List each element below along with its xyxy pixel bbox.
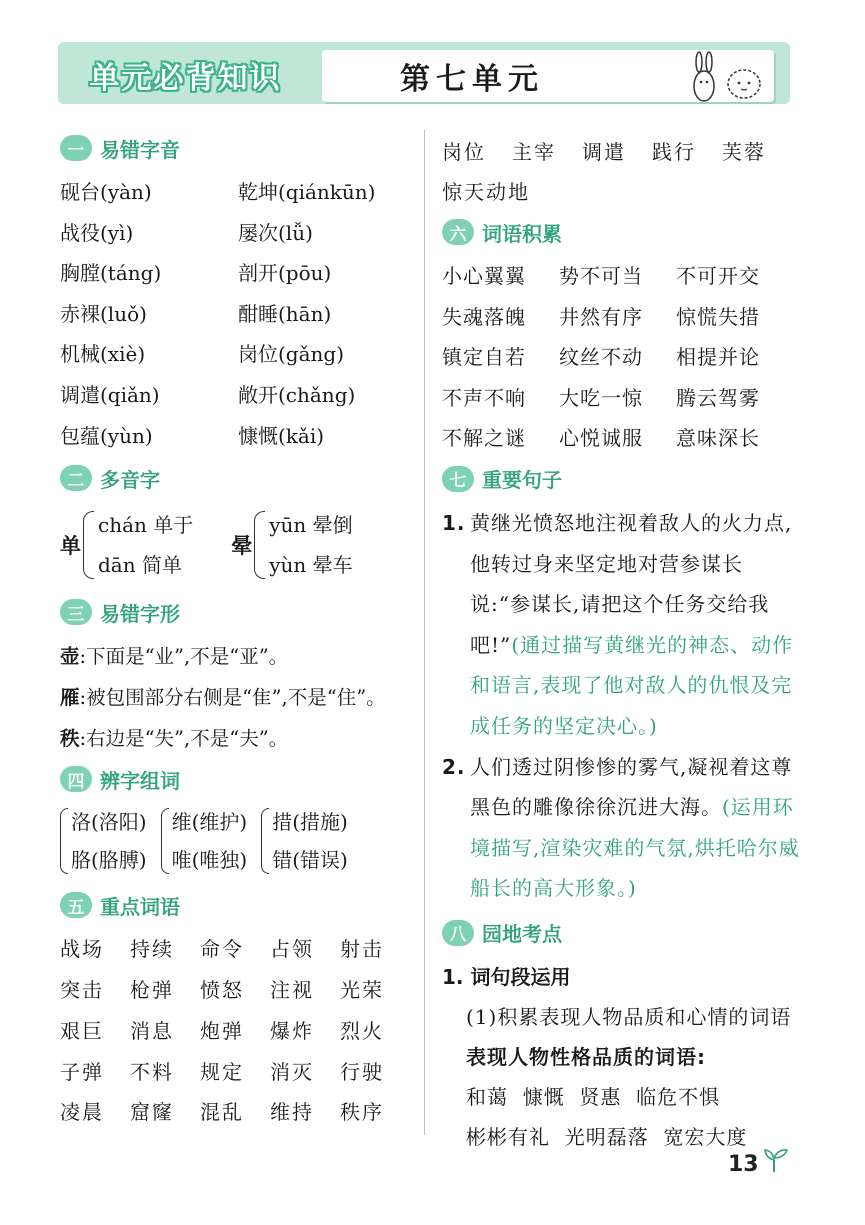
polyphone-line: dān 简单: [98, 553, 182, 578]
key-word: 混乱: [200, 1100, 244, 1125]
key-word: 行驶: [340, 1059, 384, 1084]
sentence-text: 黄继光愤怒地注视着敌人的火力点,他转过身来坚定地对营参谋长说:“参谋长,请把这个任务交给我吧!”: [470, 510, 793, 657]
pinyin-item: 岗位(gǎng): [238, 342, 345, 367]
pinyin-item: 酣睡(hān): [238, 301, 332, 326]
key-word: 岗位: [442, 140, 486, 164]
section-badge: 八: [442, 920, 474, 946]
bianzi-word: 错(错误): [272, 848, 348, 873]
idiom: 纹丝不动: [559, 345, 643, 370]
shape-char: 壶: [60, 645, 80, 669]
key-word: 惊天动地: [442, 180, 530, 204]
section-title: 易错字形: [100, 601, 180, 626]
brace-icon: [60, 808, 68, 874]
key-word: 艰巨: [60, 1018, 104, 1043]
polyphone-char: 晕: [231, 534, 253, 559]
bianzi-group: [161, 803, 248, 879]
polyphone-line: yūn 晕倒: [269, 513, 353, 538]
idiom: 不可开交: [676, 264, 760, 288]
column-divider: [424, 130, 425, 1135]
key-word: 注视: [270, 977, 314, 1002]
bianzi-lines: [272, 803, 348, 879]
key-word: 窟窿: [130, 1100, 174, 1125]
idiom: 失魂落魄: [442, 304, 526, 329]
key-word: 射击: [340, 937, 384, 962]
polyphone-block: [60, 502, 410, 588]
polyphone-line: yùn 晕车: [269, 553, 353, 578]
key-word: 持续: [130, 937, 174, 962]
sentence-item: [442, 503, 802, 747]
exam-heading: 1. 词句段运用: [442, 964, 571, 989]
idiom: 大吃一惊: [559, 385, 643, 410]
pinyin-item: 乾坤(qiánkūn): [238, 180, 376, 204]
shape-item: [60, 718, 410, 759]
key-word: 突击: [60, 977, 104, 1002]
exam-word-row: 和蔼 慷慨 贤惠 临危不惧: [466, 1084, 721, 1109]
key-word: 凌晨: [60, 1100, 104, 1125]
section-heading: [60, 462, 410, 494]
right-column: [442, 132, 802, 1157]
section-badge: 二: [60, 465, 92, 491]
shape-text: :被包围部分右侧是“隹”,不是“住”。: [79, 686, 386, 710]
polyphone-lines: [98, 505, 193, 585]
pinyin-list: [60, 172, 410, 456]
key-word: 愤怒: [200, 977, 244, 1002]
sentence-note: (运用环境描写,渲染灾难的气氛,烘托哈尔威船长的高大形象。): [470, 795, 800, 901]
section-heading: [442, 463, 802, 495]
pinyin-item: 胸膛(táng): [60, 261, 162, 286]
sentence-note: (通过描写黄继光的神态、动作和语言,表现了他对敌人的仇恨及完成任务的坚定决心。): [470, 632, 794, 738]
key-word: 战场: [60, 937, 104, 962]
shape-list: [60, 636, 410, 759]
page-number: 13: [728, 1152, 759, 1177]
bianzi-group: [261, 803, 348, 879]
key-word: 秩序: [340, 1100, 384, 1125]
idiom: 镇定自若: [442, 345, 526, 370]
pinyin-item: 敞开(chǎng): [238, 382, 356, 407]
section-heading: [60, 763, 410, 795]
exam-subheading: 表现人物性格品质的词语:: [466, 1044, 706, 1069]
pinyin-item: 调遣(qiǎn): [60, 382, 160, 407]
idiom: 井然有序: [559, 304, 643, 329]
section-badge: 七: [442, 466, 474, 492]
left-column: [60, 132, 410, 1133]
key-word: 调遣: [582, 140, 626, 164]
key-word: 炮弹: [200, 1018, 244, 1043]
key-word: 光荣: [340, 977, 384, 1002]
section-title: 词语积累: [482, 221, 562, 246]
pinyin-item: 剖开(pōu): [238, 261, 332, 286]
sentence-number: 2.: [442, 754, 466, 779]
key-word: 爆炸: [270, 1018, 314, 1043]
pinyin-item: 砚台(yàn): [60, 180, 152, 204]
section-title: 园地考点: [482, 922, 562, 947]
section-title: 重要句子: [482, 468, 562, 493]
shape-char: 雁: [60, 686, 80, 710]
key-word: 烈火: [340, 1018, 384, 1043]
section-heading: [442, 216, 802, 248]
shape-text: :右边是“失”,不是“夫”。: [79, 727, 289, 751]
section-badge: 六: [442, 219, 474, 245]
pinyin-item: 慷慨(kǎi): [238, 423, 325, 448]
banner-label: 单元必背知识: [89, 61, 282, 96]
polyphone-line: chán 单于: [98, 513, 194, 538]
key-word: 枪弹: [130, 977, 174, 1002]
sentence-number: 1.: [442, 510, 466, 535]
section-title: 重点词语: [100, 894, 180, 919]
idiom: 势不可当: [559, 264, 643, 288]
shape-item: [60, 636, 410, 677]
idiom: 惊慌失措: [676, 304, 760, 329]
section-title: 易错字音: [100, 137, 180, 162]
section-heading: [442, 917, 802, 949]
key-word: 子弹: [60, 1059, 104, 1084]
section-heading: [60, 596, 410, 628]
bianzi-lines: [172, 803, 248, 879]
pinyin-item: 屡次(lǚ): [238, 220, 313, 245]
section-badge: 三: [60, 599, 92, 625]
key-word: 不料: [130, 1059, 174, 1084]
key-word: 规定: [200, 1059, 244, 1084]
pinyin-item: 赤裸(luǒ): [60, 301, 147, 326]
idiom: 意味深长: [676, 426, 760, 451]
bianzi-lines: [71, 803, 147, 879]
section-badge: 五: [60, 892, 92, 918]
idiom: 相提并论: [676, 345, 760, 370]
section-title: 多音字: [100, 467, 160, 492]
idiom-grid: [442, 256, 802, 459]
polyphone-char: 单: [60, 534, 81, 559]
key-word: 命令: [200, 937, 244, 962]
key-word-grid: [60, 929, 410, 1133]
shape-text: :下面是“业”,不是“亚”。: [79, 645, 289, 669]
brace-icon: [254, 511, 265, 579]
shape-item: [60, 677, 410, 718]
idiom: 心悦诚服: [559, 426, 643, 451]
polyphone-lines: [269, 505, 352, 585]
sentence-item: [442, 747, 802, 909]
section-heading: [60, 132, 410, 164]
bianzi-word: 维(维护): [171, 810, 248, 835]
section-badge: 一: [60, 135, 92, 161]
bunny-mascot-icon: [684, 48, 774, 106]
pinyin-item: 战役(yì): [60, 220, 134, 245]
exam-item: (1)积累表现人物品质和心情的词语: [466, 1004, 792, 1029]
bianzi-word: 措(措施): [272, 810, 348, 835]
bianzi-word: 唯(唯独): [171, 848, 248, 873]
key-word: 践行: [652, 140, 696, 164]
unit-title: 第七单元: [400, 62, 544, 97]
bianzi-word: 胳(胳膊): [71, 848, 147, 873]
key-word-continued: [442, 132, 802, 212]
key-word: 消息: [130, 1018, 174, 1043]
bianzi-word: 洛(洛阳): [71, 810, 147, 835]
key-word: 维持: [270, 1100, 314, 1125]
key-word: 主宰: [512, 140, 556, 164]
pinyin-item: 包蕴(yùn): [60, 423, 153, 448]
brace-icon: [161, 808, 169, 874]
brace-icon: [83, 511, 94, 579]
sprout-icon: [762, 1146, 790, 1174]
exam-word-row: 彬彬有礼 光明磊落 宽宏大度: [466, 1124, 748, 1149]
shape-char: 秩: [60, 727, 80, 751]
idiom: 小心翼翼: [442, 264, 526, 288]
polyphone-group: [60, 505, 193, 585]
polyphone-group: [231, 505, 352, 585]
section-title: 辨字组词: [100, 768, 180, 793]
key-word: 芙蓉: [722, 140, 766, 164]
sentence-text: 人们透过阴惨惨的雾气,凝视着这尊黑色的雕像徐徐沉进大海。: [470, 754, 793, 820]
key-word: 占领: [270, 937, 314, 962]
section-heading: [60, 889, 410, 921]
section-badge: 四: [60, 766, 92, 792]
key-word: 消灭: [270, 1059, 314, 1084]
bianzi-block: [60, 803, 410, 879]
pinyin-item: 机械(xiè): [60, 342, 146, 367]
bianzi-group: [60, 803, 147, 879]
idiom: 不解之谜: [442, 426, 526, 451]
brace-icon: [261, 808, 269, 874]
idiom: 腾云驾雾: [676, 385, 760, 410]
idiom: 不声不响: [442, 385, 526, 410]
